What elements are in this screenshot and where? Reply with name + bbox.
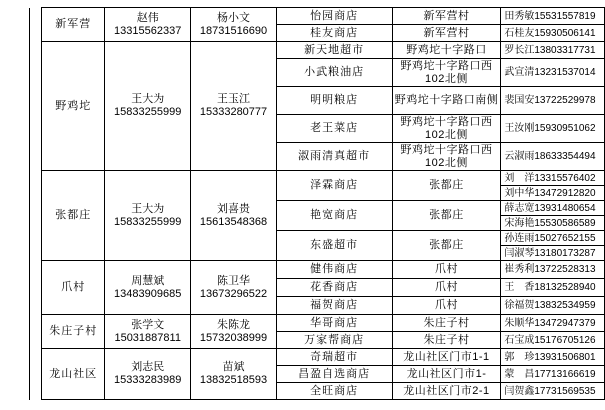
leader-phone: 15833255999: [114, 215, 182, 228]
store-name-cell: 桂友商店: [276, 25, 392, 42]
store-name-cell: 昌盈自选商店: [276, 366, 392, 383]
table-row: [30, 349, 605, 366]
store-name-cell: 怡园商店: [276, 8, 392, 25]
store-location-cell: 爪村: [392, 279, 501, 297]
store-contact-cell: 石宝成15176705126: [501, 332, 605, 349]
store-name-cell: 奇瑞超市: [276, 349, 392, 366]
store-contact-cell: 孙连雨15027652155: [501, 231, 605, 246]
store-name-cell: 淑雨清真超市: [276, 143, 392, 171]
store-contact-cell: 郭 珍13931506801: [501, 349, 605, 366]
store-location-cell: 朱庄子村: [392, 332, 501, 349]
store-contact-cell: 武宣清13231537014: [501, 59, 605, 87]
store-location-cell: 张都庄: [392, 171, 501, 201]
table-row: [30, 315, 605, 332]
area-cell: 野鸡坨: [42, 42, 105, 171]
store-name-cell: 全旺商店: [276, 383, 392, 400]
store-name-cell: 花香商店: [276, 279, 392, 297]
store-name-cell: 万家帮商店: [276, 332, 392, 349]
store-contact-cell: 崔秀利13722528313: [501, 261, 605, 279]
store-contact-cell: 刘 洋13315576402: [501, 171, 605, 186]
store-contact-table: [29, 7, 605, 400]
store-name-cell: 华哥商店: [276, 315, 392, 332]
store-location-cell: 龙山社区门市1-1: [392, 349, 501, 366]
leader-name: 周慧斌: [131, 274, 165, 287]
leader-name: 苗斌: [222, 361, 245, 373]
leader2-cell: [191, 315, 276, 349]
store-location-cell: 野鸡坨十字路口西102北侧: [392, 59, 501, 87]
leader-name: 朱陈龙: [217, 318, 250, 331]
area-cell: 张都庄: [42, 171, 105, 261]
store-contact-cell: 闫淑琴13180173287: [501, 246, 605, 261]
store-contact-cell: 田秀敏15531557819: [501, 8, 605, 25]
leader1-cell: [105, 8, 191, 42]
store-location-cell: 新军营村: [392, 8, 501, 25]
store-location-cell: 爪村: [392, 261, 501, 279]
store-location-cell: 张都庄: [392, 201, 501, 231]
area-cell: 爪村: [42, 261, 105, 315]
store-name-cell: 新天地超市: [276, 42, 392, 59]
leader2-cell: [191, 349, 276, 400]
leader-phone: 13673296522: [199, 287, 268, 300]
area-cell: 龙山社区: [42, 349, 105, 400]
leader-phone: 18731516690: [199, 24, 268, 37]
leader2-cell: [191, 171, 276, 261]
store-name-cell: 福贺商店: [276, 297, 392, 315]
store-contact-cell: 裴国安13722529978: [501, 87, 605, 115]
store-location-cell: 龙山社区门市1-: [392, 366, 501, 383]
leader-name: 王大为: [131, 202, 165, 215]
leader-name: 张学文: [131, 318, 165, 331]
store-location-cell: 张都庄: [392, 231, 501, 261]
table-row: [30, 8, 605, 25]
store-location-cell: 野鸡坨十字路口南侧: [392, 87, 501, 115]
leader-name: 陈卫华: [217, 274, 250, 287]
store-location-cell: 朱庄子村: [392, 315, 501, 332]
leader-name: 刘喜贵: [217, 202, 250, 215]
leader-name: 王大为: [131, 93, 165, 105]
table-row: [30, 261, 605, 279]
leader-phone: 13832518593: [199, 374, 268, 386]
store-name-cell: 艳宽商店: [276, 201, 392, 231]
store-location-cell: 龙山社区门市2-1: [392, 383, 501, 400]
store-contact-cell: 薛志宽13931480654: [501, 201, 605, 216]
leader2-cell: [191, 261, 276, 315]
store-contact-cell: 石桂友15930506141: [501, 25, 605, 42]
area-cell: 新军营: [42, 8, 105, 42]
leader-phone: 15613548368: [199, 215, 268, 228]
store-name-cell: 小武粮油店: [276, 59, 392, 87]
leader1-cell: [105, 315, 191, 349]
leader-phone: 15833255999: [114, 106, 182, 118]
leader-name: 杨小文: [217, 11, 250, 24]
store-contact-cell: 王 香18132528940: [501, 279, 605, 297]
leader1-cell: [105, 171, 191, 261]
leader-name: 王玉江: [217, 93, 250, 105]
leader1-cell: [105, 349, 191, 400]
store-contact-cell: 宋海艳15530586589: [501, 216, 605, 231]
store-contact-cell: 刘中华13472912820: [501, 186, 605, 201]
store-contact-cell: 蒙 昌17713166619: [501, 366, 605, 383]
store-location-cell: 野鸡坨十字路口西102北侧: [392, 115, 501, 143]
leader-phone: 13483909685: [114, 287, 182, 300]
table-row: [30, 42, 605, 59]
store-name-cell: 泽霖商店: [276, 171, 392, 201]
left-margin-cell: [30, 8, 42, 400]
leader2-cell: [191, 8, 276, 42]
store-name-cell: 东盛超市: [276, 231, 392, 261]
leader-phone: 15333283989: [114, 374, 182, 386]
store-contact-cell: 云淑雨18633354494: [501, 143, 605, 171]
store-name-cell: 明明粮店: [276, 87, 392, 115]
store-contact-cell: 王汝刚15930951062: [501, 115, 605, 143]
leader-phone: 15732038999: [199, 331, 268, 344]
store-location-cell: 野鸡坨十字路口西102北侧: [392, 143, 501, 171]
leader1-cell: [105, 42, 191, 171]
store-contact-cell: 闫贺鑫17731569535: [501, 383, 605, 400]
store-location-cell: 爪村: [392, 297, 501, 315]
table-row: [30, 171, 605, 186]
store-name-cell: 老王菜店: [276, 115, 392, 143]
store-contact-cell: 朱顺华13472947379: [501, 315, 605, 332]
leader-phone: 15031887811: [114, 331, 181, 344]
store-name-cell: 健伟商店: [276, 261, 392, 279]
leader-name: 赵伟: [136, 11, 159, 24]
leader2-cell: [191, 42, 276, 171]
leader-name: 刘志民: [131, 361, 165, 373]
store-contact-cell: 罗长江13803317731: [501, 42, 605, 59]
store-location-cell: 新军营村: [392, 25, 501, 42]
area-cell: 朱庄子村: [42, 315, 105, 349]
store-contact-cell: 徐福贺13832534959: [501, 297, 605, 315]
leader1-cell: [105, 261, 191, 315]
store-location-cell: 野鸡坨十字路口: [392, 42, 501, 59]
leader-phone: 13315562337: [114, 24, 182, 37]
leader-phone: 15333280777: [199, 106, 268, 118]
